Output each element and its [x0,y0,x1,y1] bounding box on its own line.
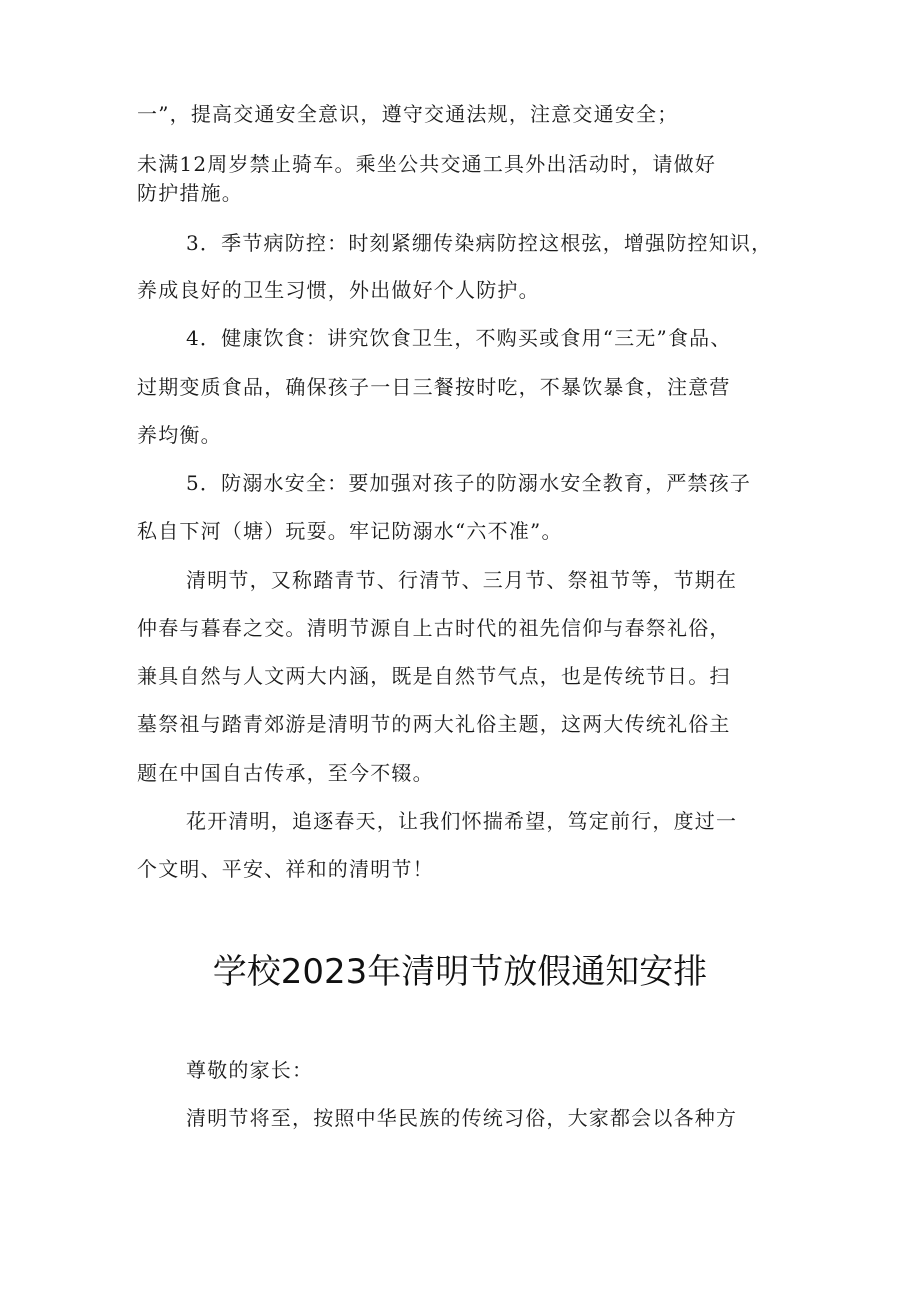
text-line: 仲春与暮春之交。清明节源自上古时代的祖先信仰与春祭礼俗， [137,616,731,640]
text-line: 防护措施。 [137,181,243,205]
greeting: 尊敬的家长： [186,1058,314,1082]
page-title: 学校2023年清明节放假通知安排 [212,952,708,992]
text-line: 养成良好的卫生习惯，外出做好个人防护。 [137,278,540,302]
text-line: 个文明、平安、祥和的清明节！ [137,857,434,881]
list-item-5: 5．防溺水安全：要加强对孩子的防溺水安全教育，严禁孩子 [186,471,752,495]
text-line: 未满12周岁禁止骑车。乘坐公共交通工具外出活动时，请做好 [137,152,717,176]
paragraph-qingming: 清明节，又称踏青节、行清节、三月节、祭祖节等，节期在 [186,568,738,592]
list-item-4: 4．健康饮食：讲究饮食卫生，不购买或食用“三无”食品、 [186,326,732,350]
text-line: 养均衡。 [137,423,222,447]
text-line: 清明节将至，按照中华民族的传统习俗，大家都会以各种方 [186,1106,738,1130]
text-line: 过期变质食品，确保孩子一日三餐按时吃，不暴饮暴食，注意营 [137,375,731,399]
text-line: 题在中国自古传承，至今不辍。 [137,761,434,785]
paragraph-closing: 花开清明，追逐春天，让我们怀揣希望，笃定前行，度过一 [186,809,738,833]
text-line: 兼具自然与人文两大内涵，既是自然节气点，也是传统节日。扫 [137,664,731,688]
text-line: 墓祭祖与踏青郊游是清明节的两大礼俗主题，这两大传统礼俗主 [137,712,731,736]
text-line: 私自下河（塘）玩耍。牢记防溺水“六不准”。 [137,519,563,543]
list-item-3: 3．季节病防控：时刻紧绷传染病防控这根弦，增强防控知识， [186,231,773,255]
text-line: 一”，提高交通安全意识，遵守交通法规，注意交通安全； [137,102,679,126]
